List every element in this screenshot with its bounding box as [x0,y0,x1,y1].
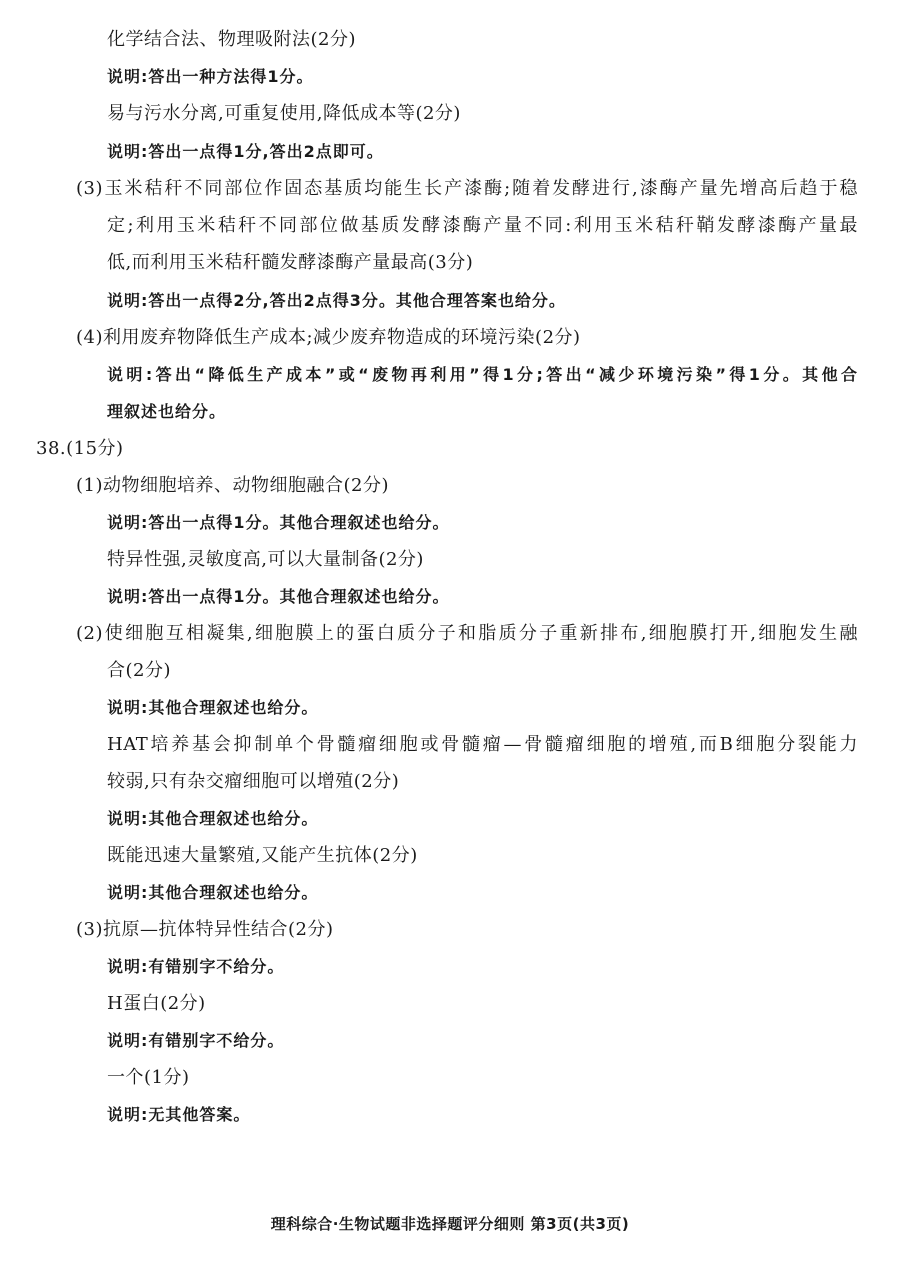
answer-line: 定;利用玉米秸秆不同部位做基质发酵漆酶产量不同:利用玉米秸秆鞘发酵漆酶产量最 [107,215,858,236]
answer-line: 低,而利用玉米秸秆髓发酵漆酶产量最高(3分) [107,252,474,273]
answer-line-q4: (4)利用废弃物降低生产成本;减少废弃物造成的环境污染(2分) [76,327,581,348]
scoring-note: 说明:答出“降低生产成本”或“废物再利用”得1分;答出“减少环境污染”得1分。其他合 [107,365,858,384]
answer-line-q2: (2)使细胞互相凝集,细胞膜上的蛋白质分子和脂质分子重新排布,细胞膜打开,细胞发生融 [76,623,858,644]
scoring-note: 说明:其他合理叙述也给分。 [107,809,319,828]
scoring-note: 说明:其他合理叙述也给分。 [107,698,319,717]
scoring-note: 说明:答出一点得1分。其他合理叙述也给分。 [107,587,450,606]
answer-line: 较弱,只有杂交瘤细胞可以增殖(2分) [107,771,400,792]
answer-line: 特异性强,灵敏度高,可以大量制备(2分) [107,549,424,570]
scoring-note: 说明:有错别字不给分。 [107,1031,285,1050]
answer-line: 一个(1分) [107,1067,190,1088]
answer-line-q3: (3)玉米秸秆不同部位作固态基质均能生长产漆酶;随着发酵进行,漆酶产量先增高后趋于稳 [76,178,858,199]
scoring-note: 说明:答出一点得2分,答出2点得3分。其他合理答案也给分。 [107,291,566,310]
answer-line: 易与污水分离,可重复使用,降低成本等(2分) [107,103,461,124]
answer-line: 化学结合法、物理吸附法(2分) [107,29,356,50]
answer-line-q1: (1)动物细胞培养、动物细胞融合(2分) [76,475,389,496]
scoring-note: 说明:无其他答案。 [107,1105,251,1124]
scoring-note: 说明:答出一点得1分。其他合理叙述也给分。 [107,513,450,532]
answer-line: H蛋白(2分) [107,993,206,1014]
answer-line: HAT培养基会抑制单个骨髓瘤细胞或骨髓瘤—骨髓瘤细胞的增殖,而B细胞分裂能力 [107,734,858,755]
answer-line-q3b: (3)抗原—抗体特异性结合(2分) [76,919,334,940]
scoring-note: 说明:答出一点得1分,答出2点即可。 [107,142,384,161]
page-footer: 理科综合·生物试题非选择题评分细则 第3页(共3页) [270,1215,630,1233]
scoring-note: 说明:其他合理叙述也给分。 [107,883,319,902]
scoring-note: 说明:答出一种方法得1分。 [107,67,314,86]
question-number-38: 38.(15分) [36,438,124,459]
scoring-note: 说明:有错别字不给分。 [107,957,285,976]
answer-line: 合(2分) [107,660,171,681]
scoring-note: 理叙述也给分。 [107,402,227,421]
answer-line: 既能迅速大量繁殖,又能产生抗体(2分) [107,845,418,866]
